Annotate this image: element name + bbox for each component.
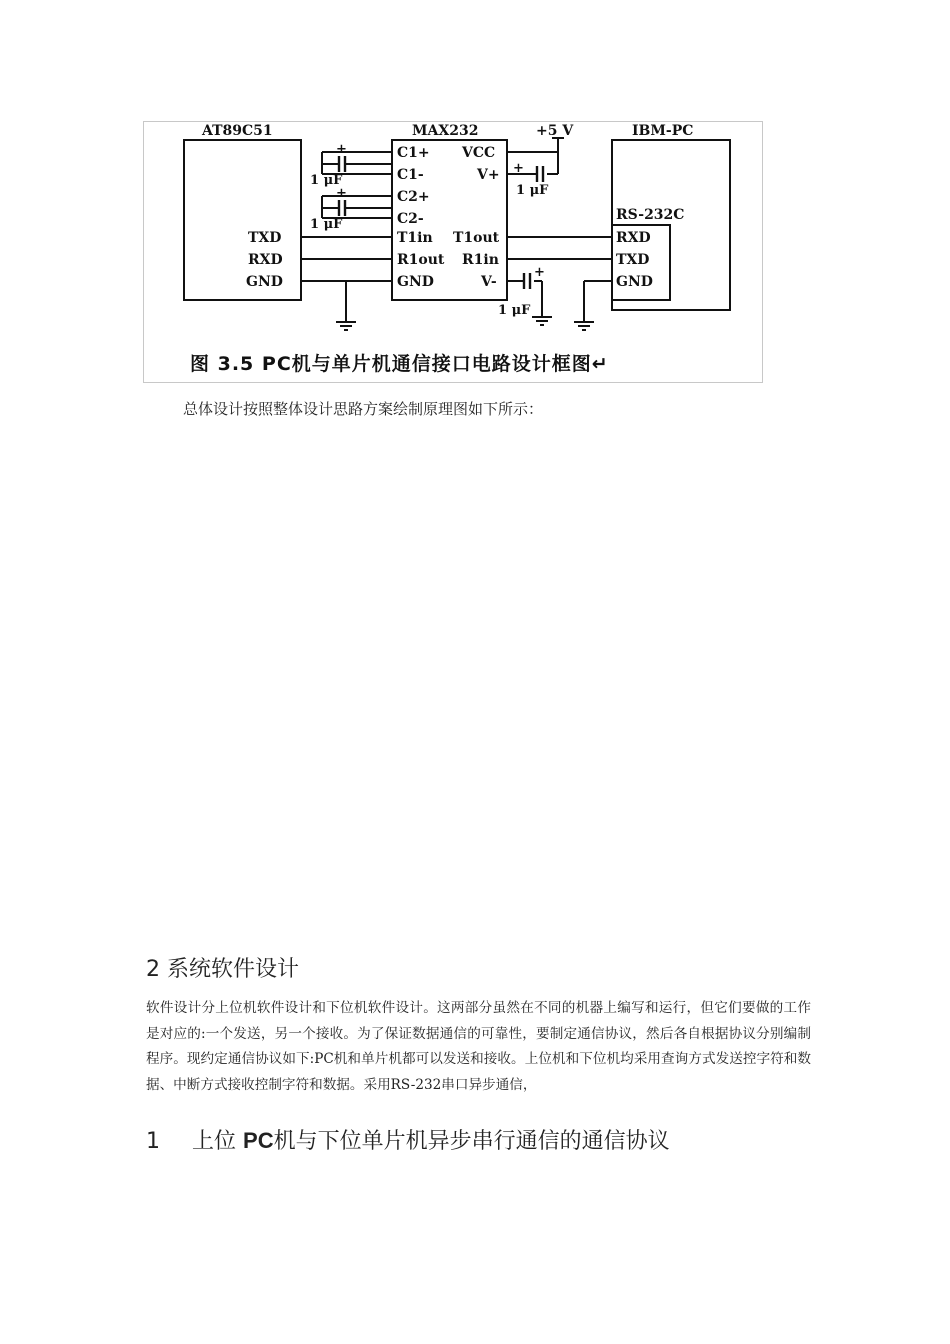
pc-txd-label: TXD [616,252,650,268]
subsection-number: 1 [146,1129,160,1154]
cap1-value: 1 μF [310,173,343,188]
r1out-label: R1out [397,252,445,268]
cap4-value: 1 μF [498,303,531,318]
t1in-label: T1in [397,230,433,246]
vminus-label: V- [481,274,497,290]
ground-icon [336,317,594,330]
intro-text: 总体设计按照整体设计思路方案绘制原理图如下所示： [183,400,544,418]
subsection-prefix: 上位 [192,1129,237,1154]
plus-mark: + [336,142,347,157]
cap3-value: 1 μF [516,183,549,198]
c1m-label: C1- [397,167,424,183]
circuit-diagram [144,122,764,384]
section-heading: 2 系统软件设计 [146,957,299,982]
c2p-label: C2+ [397,189,430,205]
c2m-label: C2- [397,211,424,227]
subsection-heading [146,1124,670,1155]
subsection-bold: PC [243,1128,274,1153]
figure-caption: 图 3.5 PC机与单片机通信接口电路设计框图↵ [190,353,609,375]
plus-mark: + [336,186,347,201]
subsection-suffix: 机与下位单片机异步串行通信的通信协议 [273,1129,670,1154]
circuit-figure [143,121,763,383]
pc-gnd-label: GND [616,274,653,290]
ibmpc-label: IBM-PC [632,123,694,139]
plus5v-label: +5 V [536,123,574,139]
plus-mark: + [513,161,524,176]
vplus-label: V+ [477,167,500,183]
mcu-rxd-label: RXD [248,252,283,268]
t1out-label: T1out [453,230,500,246]
c1p-label: C1+ [397,145,430,161]
at89c51-block [184,140,301,300]
pc-rxd-label: RXD [616,230,651,246]
mcu-txd-label: TXD [248,230,282,246]
vcc-label: VCC [462,145,496,161]
max-gnd-label: GND [397,274,434,290]
rs232c-label: RS-232C [616,207,685,223]
cap2-value: 1 μF [310,217,343,232]
r1in-label: R1in [462,252,499,268]
max232-label: MAX232 [412,123,479,139]
body-paragraph: 软件设计分上位机软件设计和下位机软件设计。这两部分虽然在不同的机器上编写和运行，但它们要做的工作是对应的:一个发送，另一个接收。为了保证数据通信的可靠性，要制定通信协议，然后各自根据协议分别编制程序。现约定通信协议如下:PC机和单片机都可以发送和接收。上位机和下位机均采用查询方式发送控字符和数据、中断方式接收控制字符和数据。采用RS-232串口异步通信， [146,1000,811,1093]
at89c51-label: AT89C51 [202,123,273,139]
plus-mark: + [534,265,545,280]
mcu-gnd-label: GND [246,274,283,290]
